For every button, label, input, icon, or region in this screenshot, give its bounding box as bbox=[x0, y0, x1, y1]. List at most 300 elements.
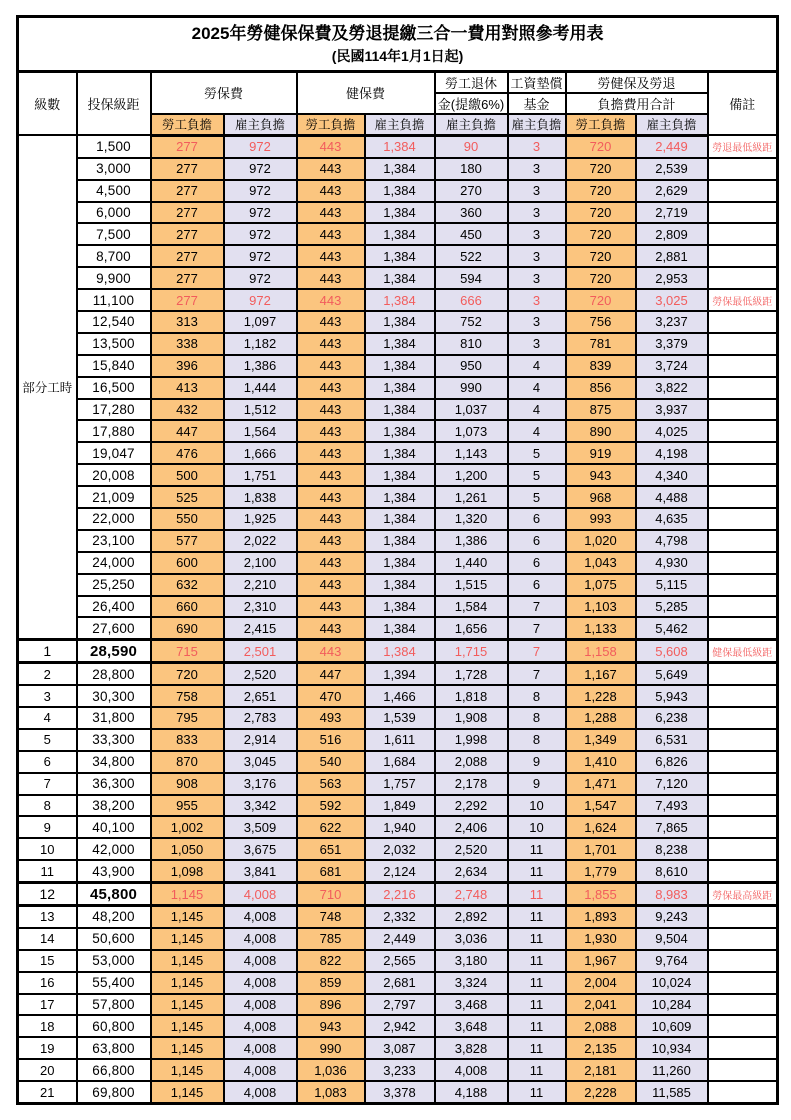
bracket-cell: 13,500 bbox=[77, 333, 151, 355]
col-header-wage-fund-line1: 工資墊償 bbox=[508, 71, 566, 93]
fee-cell: 9,243 bbox=[636, 906, 708, 928]
remark-cell bbox=[708, 816, 778, 838]
fee-cell: 720 bbox=[566, 180, 636, 202]
fee-cell: 1,073 bbox=[435, 420, 508, 442]
fee-cell: 1,200 bbox=[435, 464, 508, 486]
table-row bbox=[18, 574, 778, 596]
bracket-cell: 8,700 bbox=[77, 245, 151, 267]
level-cell: 12 bbox=[18, 883, 77, 906]
fee-cell: 550 bbox=[151, 508, 224, 530]
fee-cell: 1,384 bbox=[365, 464, 435, 486]
fee-cell: 3,379 bbox=[636, 333, 708, 355]
fee-cell: 3,937 bbox=[636, 399, 708, 421]
fee-cell: 10,024 bbox=[636, 972, 708, 994]
fee-cell: 1,133 bbox=[566, 617, 636, 639]
fee-cell: 443 bbox=[297, 530, 365, 552]
remark-cell bbox=[708, 158, 778, 180]
fee-cell: 651 bbox=[297, 838, 365, 860]
table-row bbox=[18, 617, 778, 639]
fee-cell: 11 bbox=[508, 928, 566, 950]
fee-cell: 2,651 bbox=[224, 685, 297, 707]
fee-cell: 4,008 bbox=[224, 972, 297, 994]
fee-cell: 1,728 bbox=[435, 663, 508, 685]
fee-cell: 1,384 bbox=[365, 617, 435, 639]
fee-cell: 3,648 bbox=[435, 1015, 508, 1037]
fee-cell: 270 bbox=[435, 180, 508, 202]
fee-cell: 6 bbox=[508, 552, 566, 574]
fee-cell: 2,004 bbox=[566, 972, 636, 994]
bracket-cell: 38,200 bbox=[77, 795, 151, 817]
fee-cell: 2,942 bbox=[365, 1015, 435, 1037]
fee-cell: 2,892 bbox=[435, 906, 508, 928]
remark-cell bbox=[708, 906, 778, 928]
remark-cell bbox=[708, 617, 778, 639]
fee-cell: 277 bbox=[151, 135, 224, 157]
fee-cell: 2,228 bbox=[566, 1081, 636, 1103]
fee-cell: 3,468 bbox=[435, 994, 508, 1016]
fee-cell: 2,953 bbox=[636, 267, 708, 289]
bracket-cell: 17,280 bbox=[77, 399, 151, 421]
fee-cell: 1,320 bbox=[435, 508, 508, 530]
fee-cell: 1,288 bbox=[566, 707, 636, 729]
fee-cell: 3,724 bbox=[636, 355, 708, 377]
fee-cell: 3,036 bbox=[435, 928, 508, 950]
fee-cell: 443 bbox=[297, 420, 365, 442]
remark-cell bbox=[708, 795, 778, 817]
fee-cell: 5,285 bbox=[636, 596, 708, 618]
level-cell: 7 bbox=[18, 773, 77, 795]
fee-cell: 5,943 bbox=[636, 685, 708, 707]
fee-cell: 1,384 bbox=[365, 202, 435, 224]
remark-cell bbox=[708, 663, 778, 685]
fee-cell: 4,008 bbox=[224, 1015, 297, 1037]
fee-cell: 1,444 bbox=[224, 377, 297, 399]
table-row bbox=[18, 751, 778, 773]
fee-cell: 1,145 bbox=[151, 1081, 224, 1103]
fee-cell: 4,798 bbox=[636, 530, 708, 552]
fee-cell: 5,649 bbox=[636, 663, 708, 685]
fee-cell: 443 bbox=[297, 596, 365, 618]
fee-cell: 443 bbox=[297, 202, 365, 224]
table-row bbox=[18, 773, 778, 795]
fee-cell: 1,384 bbox=[365, 640, 435, 663]
subheader-health-worker: 勞工負擔 bbox=[297, 114, 365, 136]
fee-cell: 447 bbox=[151, 420, 224, 442]
fee-cell: 2,783 bbox=[224, 707, 297, 729]
fee-cell: 5,462 bbox=[636, 617, 708, 639]
fee-cell: 1,751 bbox=[224, 464, 297, 486]
fee-cell: 180 bbox=[435, 158, 508, 180]
fee-cell: 2,135 bbox=[566, 1037, 636, 1059]
fee-cell: 9,504 bbox=[636, 928, 708, 950]
fee-cell: 3,237 bbox=[636, 311, 708, 333]
fee-cell: 8,610 bbox=[636, 860, 708, 882]
fee-cell: 6,531 bbox=[636, 729, 708, 751]
level-cell: 6 bbox=[18, 751, 77, 773]
fee-cell: 10,284 bbox=[636, 994, 708, 1016]
fee-cell: 943 bbox=[566, 464, 636, 486]
fee-cell: 1,386 bbox=[224, 355, 297, 377]
fee-cell: 2,539 bbox=[636, 158, 708, 180]
bracket-cell: 1,500 bbox=[77, 135, 151, 157]
fee-cell: 2,292 bbox=[435, 795, 508, 817]
fee-cell: 443 bbox=[297, 464, 365, 486]
remark-cell bbox=[708, 928, 778, 950]
fee-cell: 7,865 bbox=[636, 816, 708, 838]
fee-cell: 1,512 bbox=[224, 399, 297, 421]
fee-cell: 752 bbox=[435, 311, 508, 333]
remark-cell bbox=[708, 838, 778, 860]
fee-cell: 9 bbox=[508, 773, 566, 795]
fee-cell: 2,415 bbox=[224, 617, 297, 639]
col-header-total-line1: 勞健保及勞退 bbox=[566, 71, 708, 93]
level-cell: 21 bbox=[18, 1081, 77, 1103]
fee-cell: 540 bbox=[297, 751, 365, 773]
bracket-cell: 28,590 bbox=[77, 640, 151, 663]
fee-cell: 720 bbox=[566, 158, 636, 180]
fee-cell: 338 bbox=[151, 333, 224, 355]
remark-cell bbox=[708, 399, 778, 421]
fee-cell: 8,238 bbox=[636, 838, 708, 860]
fee-cell: 972 bbox=[224, 289, 297, 311]
fee-cell: 2,881 bbox=[636, 245, 708, 267]
bracket-cell: 55,400 bbox=[77, 972, 151, 994]
col-header-wage-fund-line2: 基金 bbox=[508, 93, 566, 114]
level-cell: 15 bbox=[18, 950, 77, 972]
bracket-cell: 34,800 bbox=[77, 751, 151, 773]
table-row bbox=[18, 1015, 778, 1037]
fee-cell: 443 bbox=[297, 245, 365, 267]
fee-cell: 7,493 bbox=[636, 795, 708, 817]
remark-cell bbox=[708, 1037, 778, 1059]
fee-cell: 1,384 bbox=[365, 289, 435, 311]
fee-cell: 11 bbox=[508, 1059, 566, 1081]
remark-cell bbox=[708, 1015, 778, 1037]
table-row bbox=[18, 464, 778, 486]
remark-cell bbox=[708, 994, 778, 1016]
table-row bbox=[18, 1059, 778, 1081]
fee-cell: 8,983 bbox=[636, 883, 708, 906]
fee-cell: 1,097 bbox=[224, 311, 297, 333]
subheader-labor-employer: 雇主負擔 bbox=[224, 114, 297, 136]
bracket-cell: 53,000 bbox=[77, 950, 151, 972]
table-row bbox=[18, 289, 778, 311]
fee-cell: 8 bbox=[508, 685, 566, 707]
level-cell: 3 bbox=[18, 685, 77, 707]
fee-cell: 993 bbox=[566, 508, 636, 530]
remark-cell bbox=[708, 773, 778, 795]
fee-cell: 3,841 bbox=[224, 860, 297, 882]
fee-cell: 5 bbox=[508, 442, 566, 464]
fee-cell: 1,384 bbox=[365, 574, 435, 596]
fee-cell: 443 bbox=[297, 158, 365, 180]
fee-cell: 890 bbox=[566, 420, 636, 442]
remark-cell bbox=[708, 442, 778, 464]
col-header-remark: 備註 bbox=[708, 71, 778, 135]
fee-cell: 3 bbox=[508, 333, 566, 355]
bracket-cell: 45,800 bbox=[77, 883, 151, 906]
col-header-pension-line2: 金(提繳6%) bbox=[435, 93, 508, 114]
fee-cell: 563 bbox=[297, 773, 365, 795]
fee-cell: 972 bbox=[224, 180, 297, 202]
fee-cell: 4,188 bbox=[435, 1081, 508, 1103]
fee-cell: 4,008 bbox=[224, 1059, 297, 1081]
table-row bbox=[18, 950, 778, 972]
fee-cell: 443 bbox=[297, 399, 365, 421]
fee-cell: 443 bbox=[297, 180, 365, 202]
remark-cell bbox=[708, 245, 778, 267]
col-header-health-insurance: 健保費 bbox=[297, 71, 435, 114]
fee-cell: 1,145 bbox=[151, 928, 224, 950]
col-header-labor-insurance: 勞保費 bbox=[151, 71, 297, 114]
bracket-cell: 50,600 bbox=[77, 928, 151, 950]
fee-cell: 2,022 bbox=[224, 530, 297, 552]
fee-cell: 8 bbox=[508, 729, 566, 751]
fee-cell: 1,440 bbox=[435, 552, 508, 574]
fee-cell: 4 bbox=[508, 399, 566, 421]
fee-cell: 2,501 bbox=[224, 640, 297, 663]
fee-cell: 277 bbox=[151, 180, 224, 202]
fee-cell: 1,384 bbox=[365, 311, 435, 333]
fee-cell: 1,020 bbox=[566, 530, 636, 552]
bracket-cell: 63,800 bbox=[77, 1037, 151, 1059]
remark-cell bbox=[708, 223, 778, 245]
fee-cell: 4 bbox=[508, 355, 566, 377]
fee-cell: 7,120 bbox=[636, 773, 708, 795]
fee-cell: 1,384 bbox=[365, 420, 435, 442]
fee-cell: 1,167 bbox=[566, 663, 636, 685]
fee-cell: 1,701 bbox=[566, 838, 636, 860]
bracket-cell: 25,250 bbox=[77, 574, 151, 596]
fee-cell: 4,025 bbox=[636, 420, 708, 442]
subheader-total-worker: 勞工負擔 bbox=[566, 114, 636, 136]
title-cell bbox=[18, 17, 778, 72]
fee-cell: 10 bbox=[508, 795, 566, 817]
remark-cell bbox=[708, 972, 778, 994]
fee-cell: 3,675 bbox=[224, 838, 297, 860]
table-row bbox=[18, 729, 778, 751]
fee-cell: 810 bbox=[435, 333, 508, 355]
subheader-total-employer: 雇主負擔 bbox=[636, 114, 708, 136]
fee-cell: 2,088 bbox=[435, 751, 508, 773]
bracket-cell: 11,100 bbox=[77, 289, 151, 311]
bracket-cell: 27,600 bbox=[77, 617, 151, 639]
remark-cell bbox=[708, 729, 778, 751]
bracket-cell: 23,100 bbox=[77, 530, 151, 552]
fee-cell: 1,998 bbox=[435, 729, 508, 751]
fee-cell: 1,145 bbox=[151, 972, 224, 994]
fee-cell: 1,050 bbox=[151, 838, 224, 860]
table-row bbox=[18, 202, 778, 224]
fee-cell: 4,635 bbox=[636, 508, 708, 530]
fee-cell: 3 bbox=[508, 311, 566, 333]
level-cell: 14 bbox=[18, 928, 77, 950]
fee-cell: 1,145 bbox=[151, 1015, 224, 1037]
remark-cell: 勞退最低級距 bbox=[708, 135, 778, 157]
fee-cell: 11 bbox=[508, 860, 566, 882]
fee-cell: 1,384 bbox=[365, 180, 435, 202]
fee-cell: 11,585 bbox=[636, 1081, 708, 1103]
fee-cell: 990 bbox=[297, 1037, 365, 1059]
fee-cell: 715 bbox=[151, 640, 224, 663]
remark-cell bbox=[708, 333, 778, 355]
remark-cell bbox=[708, 596, 778, 618]
table-row bbox=[18, 838, 778, 860]
fee-cell: 3,828 bbox=[435, 1037, 508, 1059]
fee-cell: 919 bbox=[566, 442, 636, 464]
bracket-cell: 24,000 bbox=[77, 552, 151, 574]
fee-cell: 681 bbox=[297, 860, 365, 882]
level-cell: 17 bbox=[18, 994, 77, 1016]
level-cell: 13 bbox=[18, 906, 77, 928]
level-cell: 10 bbox=[18, 838, 77, 860]
fee-cell: 443 bbox=[297, 574, 365, 596]
bracket-cell: 69,800 bbox=[77, 1081, 151, 1103]
col-header-bracket: 投保級距 bbox=[77, 71, 151, 135]
fee-cell: 666 bbox=[435, 289, 508, 311]
table-row bbox=[18, 860, 778, 882]
fee-cell: 1,384 bbox=[365, 530, 435, 552]
fee-cell: 10,609 bbox=[636, 1015, 708, 1037]
fee-cell: 1,075 bbox=[566, 574, 636, 596]
fee-cell: 396 bbox=[151, 355, 224, 377]
fee-cell: 500 bbox=[151, 464, 224, 486]
fee-cell: 447 bbox=[297, 663, 365, 685]
level-cell: 8 bbox=[18, 795, 77, 817]
fee-cell: 1,624 bbox=[566, 816, 636, 838]
fee-cell: 1,384 bbox=[365, 333, 435, 355]
remark-cell bbox=[708, 707, 778, 729]
fee-cell: 10,934 bbox=[636, 1037, 708, 1059]
remark-cell: 勞保最低級距 bbox=[708, 289, 778, 311]
remark-cell bbox=[708, 751, 778, 773]
fee-cell: 11 bbox=[508, 906, 566, 928]
table-row bbox=[18, 355, 778, 377]
subheader-labor-worker: 勞工負擔 bbox=[151, 114, 224, 136]
bracket-cell: 66,800 bbox=[77, 1059, 151, 1081]
fee-cell: 1,893 bbox=[566, 906, 636, 928]
fee-cell: 622 bbox=[297, 816, 365, 838]
fee-cell: 660 bbox=[151, 596, 224, 618]
fee-cell: 6,826 bbox=[636, 751, 708, 773]
fee-cell: 720 bbox=[566, 267, 636, 289]
level-cell: 5 bbox=[18, 729, 77, 751]
fee-cell: 1,908 bbox=[435, 707, 508, 729]
fee-cell: 2,565 bbox=[365, 950, 435, 972]
fee-cell: 3,176 bbox=[224, 773, 297, 795]
fee-cell: 1,037 bbox=[435, 399, 508, 421]
fee-cell: 443 bbox=[297, 640, 365, 663]
level-cell: 20 bbox=[18, 1059, 77, 1081]
fee-cell: 4,198 bbox=[636, 442, 708, 464]
table-row bbox=[18, 795, 778, 817]
fee-cell: 450 bbox=[435, 223, 508, 245]
bracket-cell: 30,300 bbox=[77, 685, 151, 707]
fee-cell: 4,008 bbox=[224, 906, 297, 928]
col-header-pension-line1: 勞工退休 bbox=[435, 71, 508, 93]
remark-cell bbox=[708, 1081, 778, 1103]
remark-cell bbox=[708, 508, 778, 530]
fee-cell: 313 bbox=[151, 311, 224, 333]
fee-cell: 748 bbox=[297, 906, 365, 928]
bracket-cell: 33,300 bbox=[77, 729, 151, 751]
fee-cell: 1,002 bbox=[151, 816, 224, 838]
fee-cell: 968 bbox=[566, 486, 636, 508]
table-row bbox=[18, 530, 778, 552]
table-row bbox=[18, 267, 778, 289]
table-row bbox=[18, 377, 778, 399]
fee-cell: 493 bbox=[297, 707, 365, 729]
fee-cell: 3,233 bbox=[365, 1059, 435, 1081]
fee-cell: 1,466 bbox=[365, 685, 435, 707]
fee-cell: 1,384 bbox=[365, 223, 435, 245]
table-row bbox=[18, 640, 778, 663]
fee-cell: 443 bbox=[297, 377, 365, 399]
fee-cell: 5 bbox=[508, 464, 566, 486]
table-row bbox=[18, 420, 778, 442]
fee-cell: 277 bbox=[151, 245, 224, 267]
fee-cell: 7 bbox=[508, 640, 566, 663]
bracket-cell: 15,840 bbox=[77, 355, 151, 377]
remark-cell bbox=[708, 860, 778, 882]
bracket-cell: 6,000 bbox=[77, 202, 151, 224]
level-cell: 16 bbox=[18, 972, 77, 994]
fee-cell: 3 bbox=[508, 158, 566, 180]
remark-cell bbox=[708, 685, 778, 707]
fee-cell: 11 bbox=[508, 950, 566, 972]
fee-cell: 11 bbox=[508, 994, 566, 1016]
fee-cell: 7 bbox=[508, 617, 566, 639]
fee-cell: 9 bbox=[508, 751, 566, 773]
fee-cell: 758 bbox=[151, 685, 224, 707]
fee-cell: 2,629 bbox=[636, 180, 708, 202]
fee-cell: 1,145 bbox=[151, 906, 224, 928]
fee-cell: 1,855 bbox=[566, 883, 636, 906]
fee-cell: 3 bbox=[508, 223, 566, 245]
fee-cell: 1,539 bbox=[365, 707, 435, 729]
fee-cell: 3 bbox=[508, 289, 566, 311]
fee-cell: 2,809 bbox=[636, 223, 708, 245]
fee-cell: 600 bbox=[151, 552, 224, 574]
table-row bbox=[18, 1081, 778, 1103]
fee-cell: 1,779 bbox=[566, 860, 636, 882]
fee-cell: 443 bbox=[297, 289, 365, 311]
fee-cell: 11 bbox=[508, 838, 566, 860]
fee-cell: 2,210 bbox=[224, 574, 297, 596]
table-row bbox=[18, 486, 778, 508]
fee-cell: 443 bbox=[297, 135, 365, 157]
fee-cell: 1,930 bbox=[566, 928, 636, 950]
fee-cell: 2,449 bbox=[365, 928, 435, 950]
fee-cell: 720 bbox=[566, 223, 636, 245]
remark-cell bbox=[708, 267, 778, 289]
table-body bbox=[18, 135, 778, 1103]
table-row bbox=[18, 245, 778, 267]
fee-cell: 3,045 bbox=[224, 751, 297, 773]
fee-cell: 4 bbox=[508, 377, 566, 399]
fee-cell: 1,384 bbox=[365, 135, 435, 157]
fee-cell: 3,509 bbox=[224, 816, 297, 838]
table-row bbox=[18, 442, 778, 464]
page-title: 2025年勞健保保費及勞退提繳三合一費用對照參考用表 bbox=[191, 24, 604, 43]
fee-cell: 11 bbox=[508, 972, 566, 994]
level-cell: 2 bbox=[18, 663, 77, 685]
remark-cell bbox=[708, 530, 778, 552]
fee-cell: 1,384 bbox=[365, 377, 435, 399]
remark-cell: 勞保最高級距 bbox=[708, 883, 778, 906]
fee-cell: 1,564 bbox=[224, 420, 297, 442]
fee-cell: 1,384 bbox=[365, 508, 435, 530]
